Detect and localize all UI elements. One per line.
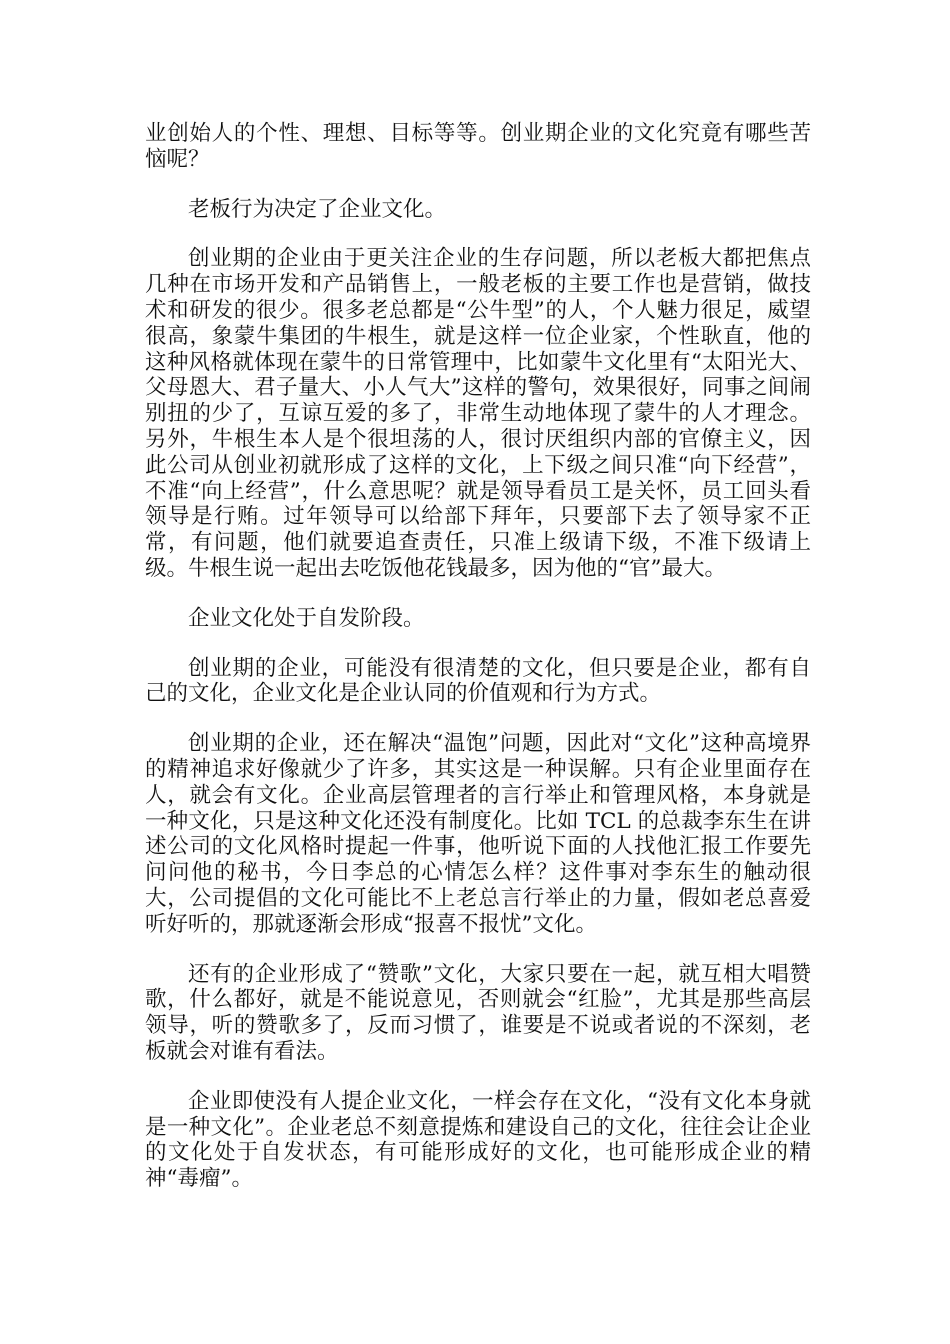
paragraph-own-culture: 创业期的企业，可能没有很清楚的文化，但只要是企业，都有自己的文化，企业文化是企业认同的价值观和行为方式。	[145, 655, 811, 707]
section-heading-spontaneous-stage: 企业文化处于自发阶段。	[188, 605, 425, 631]
paragraph-continuation: 业创始人的个性、理想、目标等等。创业期企业的文化究竟有哪些苦恼呢？	[145, 121, 811, 172]
section-heading-boss-behavior: 老板行为决定了企业文化。	[188, 196, 447, 222]
paragraph-boss-behavior: 创业期的企业由于更关注企业的生存问题，所以老板大都把焦点几种在市场开发和产品销售上，一般老板的主要工作也是营销，做技术和研发的很少。很多老总都是“公牛型”的人，个人魅力很足，威望很高，象蒙牛集团的牛根生，就是这样一位企业家，个性耿直，他的这种风格就体现在蒙牛的日常管理中，比如蒙牛文化里有“太阳光大、父母恩大、君子量大、小人气大”这样的警句，效果很好，同事之间闹别扭的少了，互谅互爱的多了，非常生动地体现了蒙牛的人才理念。另外，牛根生本人是个很坦荡的人，很讨厌组织内部的官僚主义，因此公司从创业初就形成了这样的文化，上下级之间只准“向下经营”，不准“向上经营”，什么意思呢？就是领导看员工是关怀，员工回头看领导是行贿。过年领导可以给部下拜年，只要部下去了领导家不正常，有问题，他们就要追查责任，只准上级请下级，不准下级请上级。牛根生说一起出去吃饭他花钱最多，因为他的“官”最大。	[145, 246, 811, 581]
paragraph-subsistence: 创业期的企业，还在解决“温饱”问题，因此对“文化”这种高境界的精神追求好像就少了许多，其实这是一种误解。只有企业里面存在人，就会有文化。企业高层管理者的言行举止和管理风格，本身就是一种文化，只是这种文化还没有制度化。比如 TCL 的总裁李东生在讲述公司的文化风格时提起一件事，他听说下面的人找他汇报工作要先问问他的秘书，今日李总的心情怎么样？这件事对李东生的触动很大，公司提倡的文化可能比不上老总言行举止的力量，假如老总喜爱听好听的，那就逐渐会形成“报喜不报忧”文化。	[145, 731, 811, 937]
paragraph-no-culture: 企业即使没有人提企业文化，一样会存在文化，“没有文化本身就是一种文化”。企业老总不刻意提炼和建设自己的文化，往往会让企业的文化处于自发状态，有可能形成好的文化，也可能形成企业的精神“毒瘤”。	[145, 1088, 811, 1192]
paragraph-praise-culture: 还有的企业形成了“赞歌”文化，大家只要在一起，就互相大唱赞歌，什么都好，就是不能说意见，否则就会“红脸”，尤其是那些高层领导，听的赞歌多了，反而习惯了，谁要是不说或者说的不深刻，老板就会对谁有看法。	[145, 961, 811, 1064]
document-body	[145, 121, 811, 1216]
